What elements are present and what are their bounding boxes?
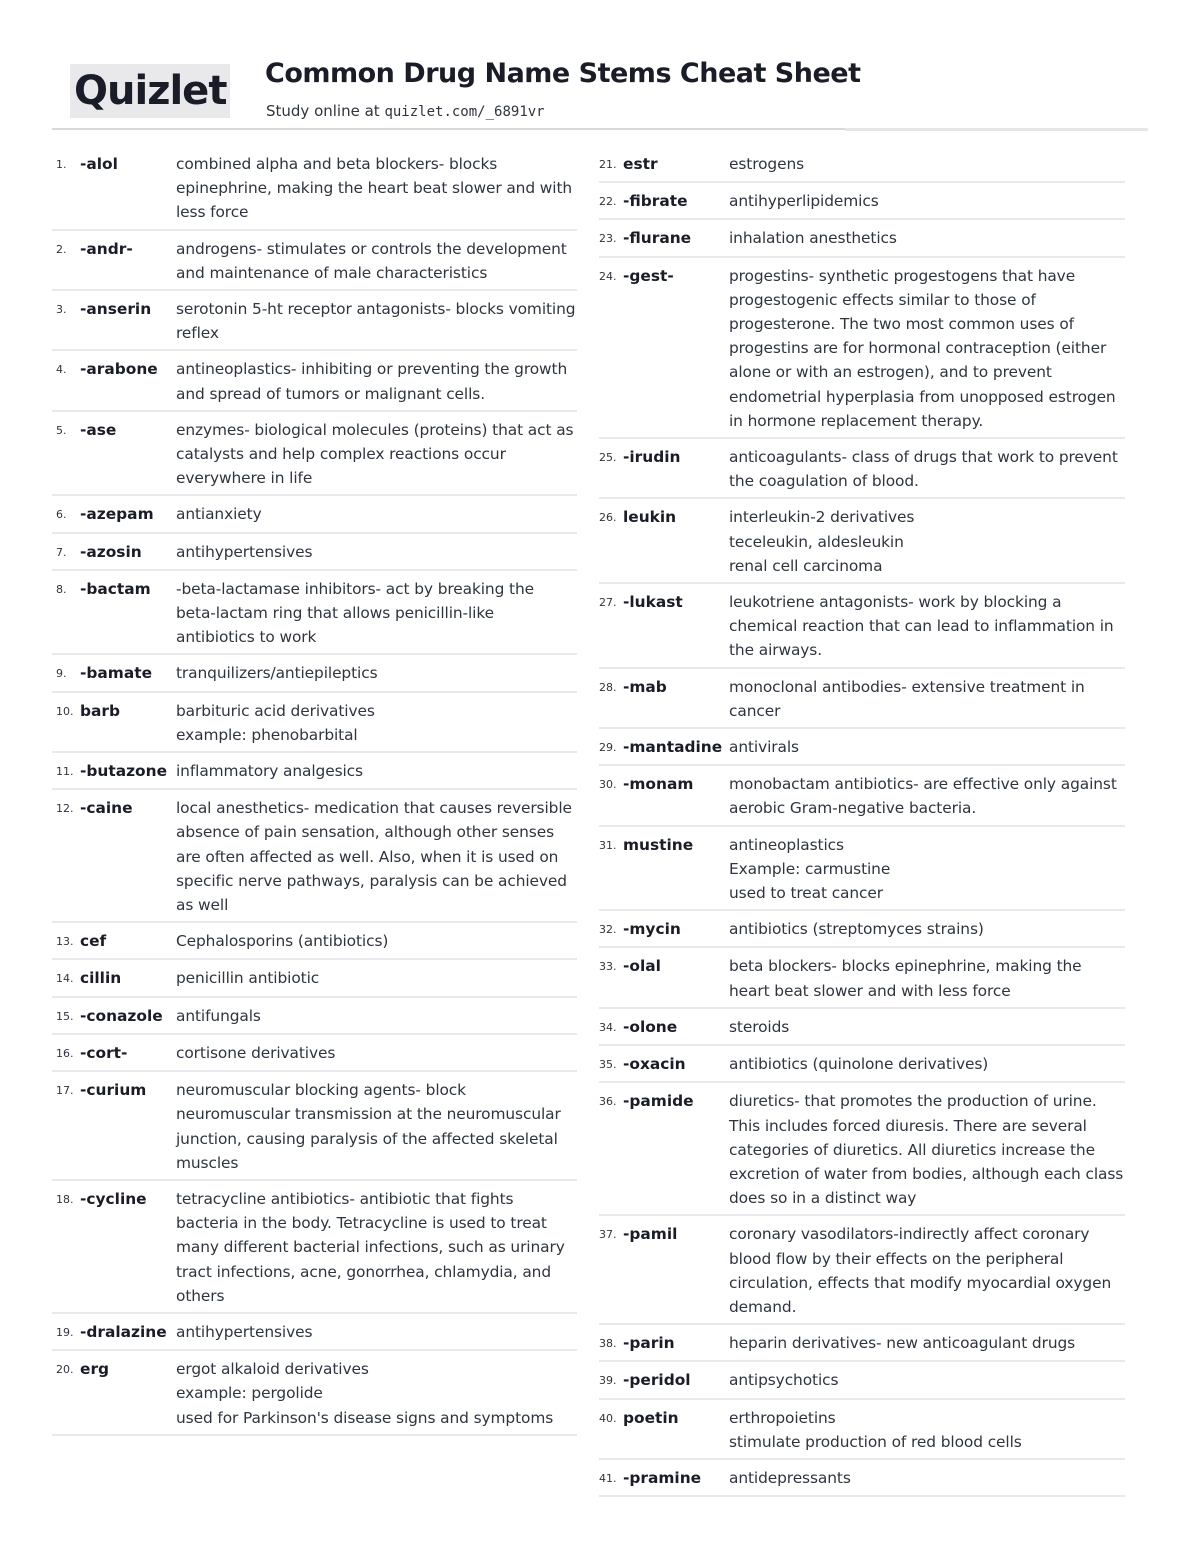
term-definition: serotonin 5-ht receptor antagonists- blocks vomiting reflex [176, 300, 576, 343]
term-name: -fibrate [623, 192, 688, 211]
term-row [599, 146, 1125, 183]
term-row [599, 766, 1125, 826]
term-definition: inhalation anesthetics [729, 229, 897, 248]
term-definition: antineoplastics- inhibiting or preventing the growth and spread of tumors or malignant cells. [176, 360, 568, 403]
term-number: 14. [56, 972, 74, 986]
term-number: 16. [56, 1046, 74, 1060]
term-number: 35. [599, 1058, 617, 1072]
term-row [52, 1072, 577, 1181]
term-number: 7. [56, 545, 67, 559]
term-number: 8. [56, 582, 67, 596]
term-name: poetin [623, 1408, 679, 1427]
term-number: 20. [56, 1363, 74, 1377]
term-name: -bamate [80, 664, 153, 683]
term-definition: antibiotics (streptomyces strains) [729, 920, 984, 939]
term-definition: leukotriene antagonists- work by blocking a chemical reaction that can lead to inflammation in the airways. [729, 593, 1114, 660]
term-definition: ergot alkaloid derivatives example: pergolide used for Parkinson's disease signs and symptoms [176, 1360, 554, 1427]
term-definition: neuromuscular blocking agents- block neuromuscular transmission at the neuromuscular junction, causing paralysis of the affected skeletal muscles [176, 1081, 561, 1172]
term-definition: antivirals [729, 738, 799, 757]
term-number: 33. [599, 960, 617, 974]
term-number: 36. [599, 1095, 617, 1109]
term-name: -oxacin [623, 1055, 686, 1074]
term-name: -flurane [623, 229, 692, 248]
term-row [52, 231, 577, 291]
term-row [52, 693, 577, 753]
term-number: 32. [599, 923, 617, 937]
term-definition: erthropoietins stimulate production of red blood cells [729, 1408, 1022, 1451]
quizlet-logo: Quizlet [70, 64, 230, 118]
study-url-link[interactable]: quizlet.com/_6891vr [384, 104, 545, 120]
study-online-prefix: Study online at [266, 102, 385, 120]
term-number: 25. [599, 451, 617, 465]
term-name: leukin [623, 508, 677, 527]
term-name: -anserin [80, 300, 152, 319]
term-definition: antipsychotics [729, 1371, 839, 1390]
term-name: -peridol [623, 1371, 691, 1390]
term-name: mustine [623, 835, 694, 854]
term-row [52, 146, 577, 231]
term-row [599, 827, 1125, 912]
term-row [599, 1046, 1125, 1083]
term-number: 37. [599, 1228, 617, 1242]
term-number: 40. [599, 1411, 617, 1425]
term-row [52, 655, 577, 692]
term-definition: monoclonal antibodies- extensive treatment in cancer [729, 677, 1085, 720]
term-name: -lukast [623, 593, 683, 612]
term-row [599, 1083, 1125, 1216]
term-number: 29. [599, 741, 617, 755]
term-row [599, 948, 1125, 1008]
term-name: -mantadine [623, 738, 723, 757]
term-row [52, 412, 577, 497]
term-definition: enzymes- biological molecules (proteins) that act as catalysts and help complex reactions occur everywhere in life [176, 420, 574, 488]
term-row [52, 1314, 577, 1351]
term-name: -parin [623, 1334, 675, 1353]
term-definition: antianxiety [176, 505, 262, 524]
term-definition: coronary vasodilators-indirectly affect coronary blood flow by their effects on the peripheral circulation, effects that modify myocardial oxygen demand. [729, 1225, 1112, 1316]
term-number: 17. [56, 1084, 74, 1098]
term-definition: antibiotics (quinolone derivatives) [729, 1055, 989, 1074]
term-definition: combined alpha and beta blockers- blocks epinephrine, making the heart beat slower and with less force [176, 155, 573, 222]
left-term-column [52, 146, 577, 1436]
term-name: -cycline [80, 1189, 147, 1208]
term-definition: penicillin antibiotic [176, 969, 320, 988]
term-number: 6. [56, 508, 67, 522]
term-number: 27. [599, 596, 617, 610]
term-name: -irudin [623, 448, 681, 467]
term-definition: antihyperlipidemics [729, 192, 879, 211]
term-number: 13. [56, 935, 74, 949]
term-row [599, 729, 1125, 766]
term-row [599, 1216, 1125, 1325]
term-row [52, 1351, 577, 1436]
header-divider-light [845, 128, 1148, 131]
term-name: -olal [623, 957, 661, 976]
term-name: -arabone [80, 360, 158, 379]
term-number: 19. [56, 1325, 74, 1339]
term-number: 30. [599, 778, 617, 792]
term-definition: antifungals [176, 1006, 261, 1025]
term-name: -alol [80, 155, 118, 173]
term-number: 21. [599, 158, 617, 171]
term-row [52, 1035, 577, 1072]
term-row [599, 258, 1125, 439]
term-name: -conazole [80, 1006, 163, 1025]
term-number: 12. [56, 802, 74, 816]
term-number: 39. [599, 1374, 617, 1388]
term-definition: tranquilizers/antiepileptics [176, 664, 378, 683]
page-title: Common Drug Name Stems Cheat Sheet [265, 58, 861, 89]
term-definition: progestins- synthetic progestogens that have progestogenic effects similar to those of progesterone. The two most common uses of progestins are for hormonal contraception (either alone or with an estrogen), and to prevent endometrial hyperplasia from unopposed estrogen in hormone replacement therapy. [729, 266, 1116, 430]
term-name: -mycin [623, 920, 681, 939]
term-definition: antidepressants [729, 1468, 851, 1487]
term-name: -pamide [623, 1092, 694, 1111]
term-name: -curium [80, 1081, 147, 1100]
term-row [52, 923, 577, 960]
term-name: -gest- [623, 266, 674, 285]
term-number: 28. [599, 680, 617, 694]
term-definition: cortisone derivatives [176, 1043, 336, 1062]
term-definition: antihypertensives [176, 542, 313, 561]
right-term-column [599, 146, 1125, 1497]
term-row [599, 183, 1125, 220]
term-row [52, 571, 577, 656]
term-row [52, 753, 577, 790]
term-row [599, 584, 1125, 669]
term-definition: monobactam antibiotics- are effective only against aerobic Gram-negative bacteria. [729, 775, 1117, 818]
term-definition: Cephalosporins (antibiotics) [176, 932, 389, 951]
term-definition: steroids [729, 1017, 790, 1036]
term-row [599, 439, 1125, 499]
term-number: 31. [599, 838, 617, 852]
term-number: 1. [56, 158, 67, 171]
term-number: 24. [599, 269, 617, 283]
term-row [599, 1009, 1125, 1046]
term-name: estr [623, 155, 658, 173]
term-row [599, 911, 1125, 948]
term-number: 26. [599, 511, 617, 525]
term-name: barb [80, 701, 121, 720]
term-number: 9. [56, 667, 67, 681]
term-row [52, 790, 577, 923]
term-row [52, 351, 577, 411]
term-definition: inflammatory analgesics [176, 762, 363, 781]
term-number: 22. [599, 195, 617, 209]
term-row [599, 669, 1125, 729]
term-row [52, 998, 577, 1035]
term-definition: heparin derivatives- new anticoagulant drugs [729, 1334, 1076, 1353]
term-number: 10. [56, 704, 74, 718]
term-number: 2. [56, 242, 67, 256]
term-definition: beta blockers- blocks epinephrine, making the heart beat slower and with less force [729, 957, 1082, 1000]
term-number: 23. [599, 232, 617, 246]
term-number: 18. [56, 1192, 74, 1206]
header-divider [52, 128, 845, 130]
term-name: -caine [80, 799, 133, 818]
term-number: 15. [56, 1009, 74, 1023]
term-row [599, 499, 1125, 584]
term-number: 5. [56, 423, 67, 437]
term-definition: barbituric acid derivatives example: phenobarbital [176, 701, 375, 744]
term-row [52, 496, 577, 533]
term-row [599, 1460, 1125, 1497]
term-row [52, 534, 577, 571]
term-row [599, 220, 1125, 257]
term-definition: interleukin-2 derivatives teceleukin, aldesleukin renal cell carcinoma [729, 508, 915, 575]
term-name: -bactam [80, 579, 151, 598]
term-name: -ase [80, 420, 117, 439]
term-name: -olone [623, 1017, 678, 1036]
term-number: 38. [599, 1337, 617, 1351]
term-definition: local anesthetics- medication that causes reversible absence of pain sensation, although other senses are often affected as well. Also, when it is used on specific nerve pathways, paralysis can be achieved as well [176, 799, 572, 915]
term-name: -mab [623, 677, 667, 696]
study-online-line [266, 102, 545, 120]
term-name: -andr- [80, 239, 133, 258]
term-name: -azepam [80, 505, 154, 524]
term-definition: tetracycline antibiotics- antibiotic that fights bacteria in the body. Tetracycline is used to treat many different bacterial infections, such as urinary tract infections, acne, gonorrhea, chlamydia, and others [176, 1189, 565, 1305]
term-row [52, 1181, 577, 1314]
term-name: -azosin [80, 542, 142, 561]
term-definition: estrogens [729, 155, 805, 173]
term-name: erg [80, 1360, 110, 1379]
term-name: cef [80, 932, 107, 951]
term-name: -dralazine [80, 1322, 167, 1341]
term-number: 41. [599, 1471, 617, 1485]
term-name: -pamil [623, 1225, 678, 1244]
term-name: -monam [623, 775, 694, 794]
term-definition: antineoplastics Example: carmustine used to treat cancer [729, 835, 891, 903]
term-name: -butazone [80, 762, 168, 781]
term-definition: antihypertensives [176, 1322, 313, 1341]
term-number: 4. [56, 363, 67, 377]
term-row [52, 291, 577, 351]
term-name: -cort- [80, 1043, 128, 1062]
term-definition: androgens- stimulates or controls the development and maintenance of male characteristics [176, 239, 567, 282]
term-definition: -beta-lactamase inhibitors- act by breaking the beta-lactam ring that allows penicillin-like antibiotics to work [176, 579, 535, 647]
term-number: 34. [599, 1020, 617, 1034]
term-row [599, 1362, 1125, 1399]
term-number: 11. [56, 765, 74, 779]
term-number: 3. [56, 303, 67, 317]
term-definition: anticoagulants- class of drugs that work to prevent the coagulation of blood. [729, 448, 1118, 491]
term-row [599, 1400, 1125, 1460]
term-row [52, 960, 577, 997]
term-definition: diuretics- that promotes the production of urine. This includes forced diuresis. There are several categories of diuretics. All diuretics increase the excretion of water from bodies, although each class does so in a distinct way [729, 1092, 1124, 1208]
term-name: -pramine [623, 1468, 702, 1487]
term-name: cillin [80, 969, 122, 988]
term-row [599, 1325, 1125, 1362]
